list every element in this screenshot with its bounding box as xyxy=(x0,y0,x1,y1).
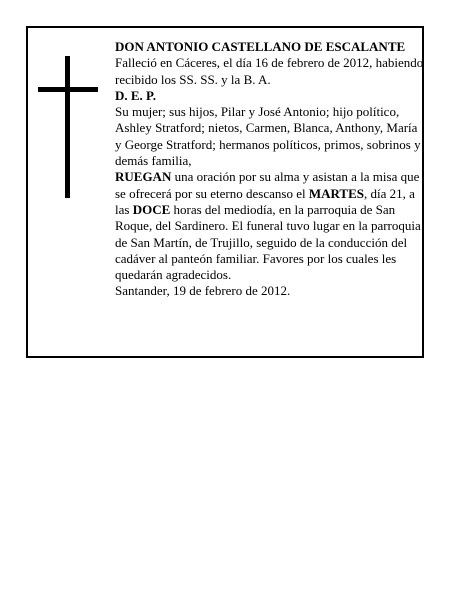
place-date: Santander, 19 de febrero de 2012. xyxy=(115,283,291,299)
request-word: RUEGAN xyxy=(115,169,172,185)
dep-line: D. E. P. xyxy=(115,87,157,103)
notice-text xyxy=(115,39,425,300)
weekday: MARTES xyxy=(308,185,364,201)
mass-request xyxy=(115,169,425,283)
cross-icon xyxy=(38,56,98,198)
deceased-name: DON ANTONIO CASTELLANO DE ESCALANTE xyxy=(115,39,406,54)
request-text-2: , día 21, a las xyxy=(115,185,415,217)
family-list: Su mujer; sus hijos, Pilar y José Antonio; hijo político, Ashley Stratford; nietos, Carmen, Blanca, Anthony, María y George Stratford; hermanos políticos, primos, sobrinos y demás familia, xyxy=(115,104,421,169)
obituary-notice xyxy=(26,26,424,358)
cross-horizontal-bar xyxy=(38,87,98,92)
request-text-3: horas del mediodía, en la parroquia de San Roque, del Sardinero. El funeral tuvo lugar en la parroquia de San Martín, de Trujillo, seguido de la conducción del cadáver al panteón familiar. Favores por los cuales les quedarán agradecidos. xyxy=(115,201,421,283)
death-announcement: Falleció en Cáceres, el día 16 de febrero de 2012, habiendo recibido los SS. SS. y la B. A. xyxy=(115,55,424,87)
hour: DOCE xyxy=(132,201,171,217)
cross-vertical-bar xyxy=(65,56,70,198)
request-text-1: una oración por su alma y asistan a la misa que se ofrecerá por su eterno descanso el xyxy=(115,169,420,201)
